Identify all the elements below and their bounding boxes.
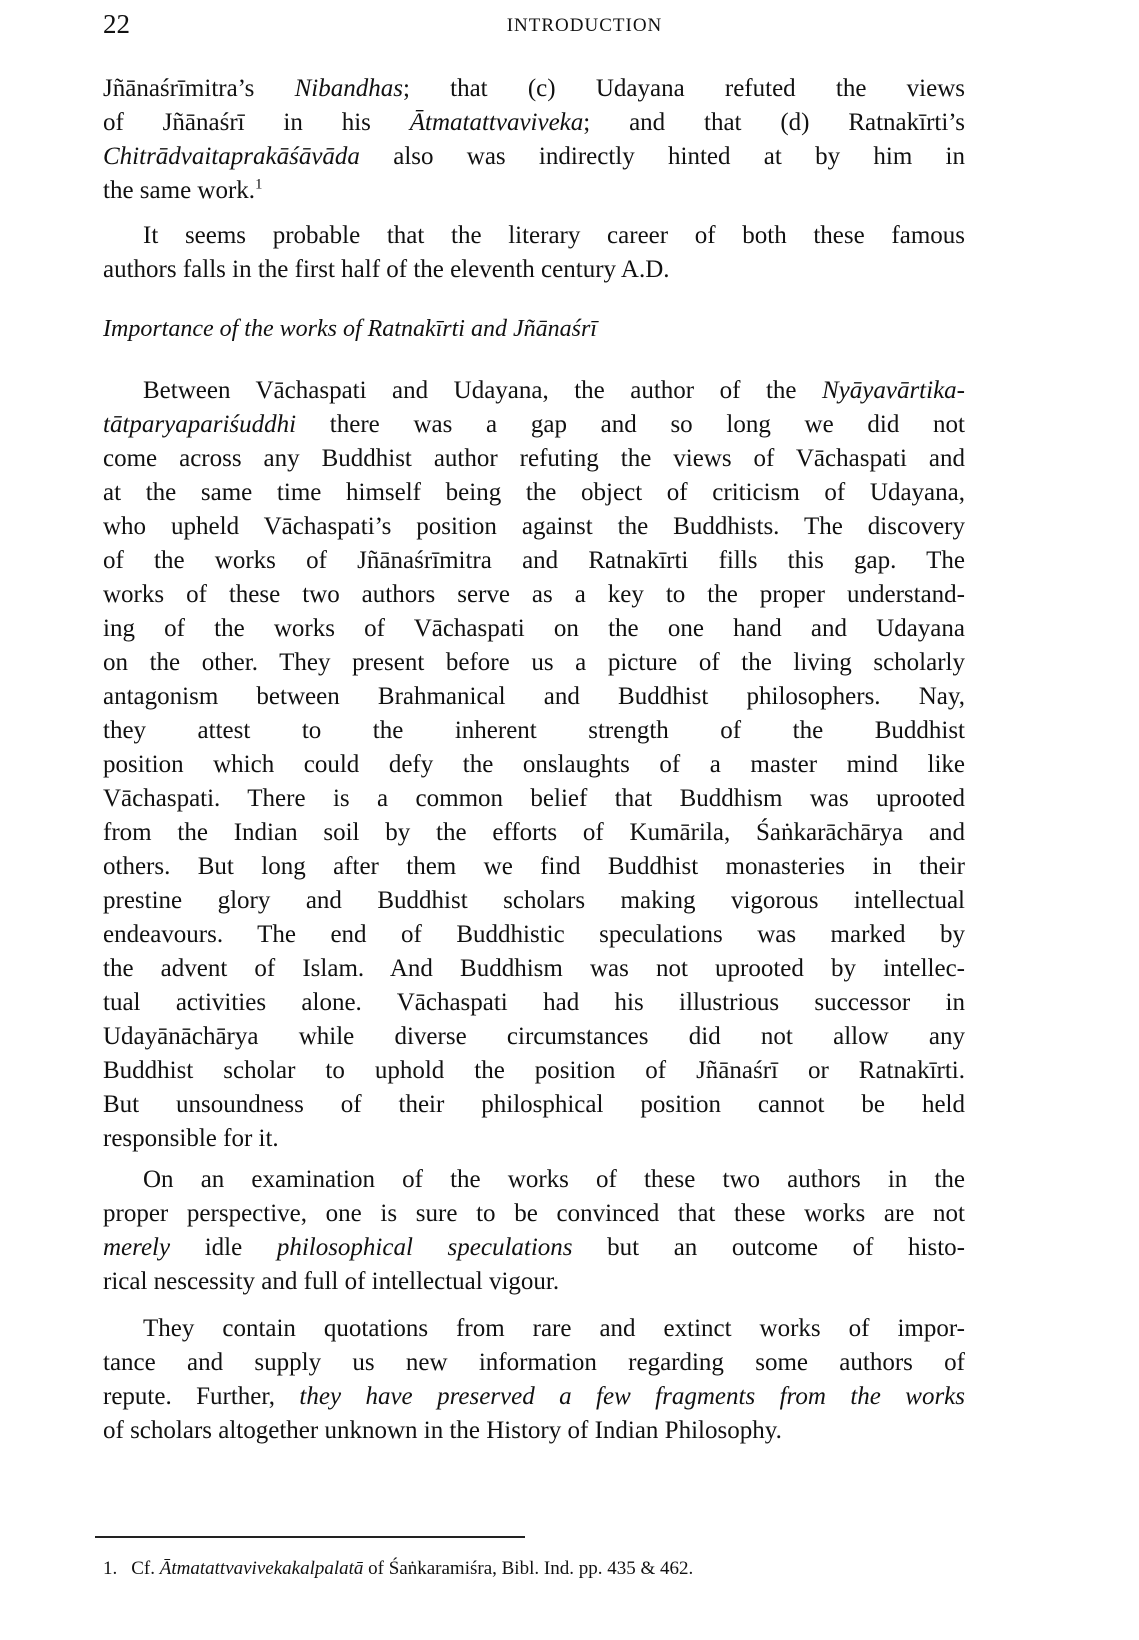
work-title: Ātmatattvavivekakalpalatā [159, 1558, 364, 1579]
text-line: on the other. They present before us a picture of the living scholarly [103, 649, 965, 676]
text-line: merely idle philosophical speculations but an outcome of histo- [103, 1234, 965, 1261]
text-line: at the same time himself being the object of criticism of Udayana, [103, 479, 965, 506]
text-line: They contain quotations from rare and extinct works of impor- [143, 1315, 965, 1342]
work-title: tātparyapariśuddhi [103, 411, 297, 438]
text-line: antagonism between Brahmanical and Buddhist philosophers. Nay, [103, 683, 965, 710]
text-line: come across any Buddhist author refuting the views of Vāchaspati and [103, 445, 965, 472]
text-line: repute. Further, they have preserved a few fragments from the works [103, 1383, 966, 1410]
text-line: proper perspective, one is sure to be convinced that these works are not [103, 1200, 965, 1227]
text-line: prestine glory and Buddhist scholars making vigorous intellectual [103, 887, 965, 914]
text-line: Udayānāchārya while diverse circumstances did not allow any [103, 1023, 965, 1050]
work-title: Nibandhas [294, 75, 403, 102]
text-line: endeavours. The end of Buddhistic speculations was marked by [103, 921, 965, 948]
text-line: Vāchaspati. There is a common belief that Buddhism was uprooted [103, 785, 965, 812]
text-line: On an examination of the works of these two authors in the [143, 1166, 965, 1193]
paragraph-literary-career [103, 219, 965, 287]
paragraph-quotations [103, 1312, 965, 1448]
work-title: Nyāyavārtika- [821, 377, 965, 404]
text-line: they attest to the inherent strength of the Buddhist [103, 717, 965, 744]
paragraph-continuation [103, 72, 965, 208]
text-line: tātparyapariśuddhi there was a gap and so long we did not [103, 411, 965, 438]
running-head: INTRODUCTION [506, 15, 663, 36]
text-line: rical nescessity and full of intellectual vigour. [103, 1268, 560, 1295]
paragraph-examination [103, 1163, 965, 1299]
page-number: 22 [103, 9, 130, 39]
text-line: Buddhist scholar to uphold the position of Jñānaśrī or Ratnakīrti. [103, 1057, 965, 1084]
text-line: authors falls in the first half of the eleventh century A.D. [103, 256, 670, 283]
text-line: of scholars altogether unknown in the History of Indian Philosophy. [103, 1417, 782, 1444]
text-line: tance and supply us new information regarding some authors of [103, 1349, 965, 1376]
section-heading: Importance of the works of Ratnakīrti and Jñānaśrī [103, 316, 597, 342]
text-line: tual activities alone. Vāchaspati had his illustrious successor in [103, 989, 965, 1016]
text-line: works of these two authors serve as a key to the proper understand- [103, 581, 965, 608]
footnote-divider [95, 1536, 525, 1538]
text-line: of Jñānaśrī in his Ātmatattvaviveka; and that (d) Ratnakīrti’s [103, 109, 965, 136]
footnote-reference[interactable]: 1 [255, 176, 263, 193]
text-line: the advent of Islam. And Buddhism was not uprooted by intellec- [103, 955, 965, 982]
text-line: others. But long after them we find Buddhist monasteries in their [103, 853, 965, 880]
work-title: Ātmatattvaviveka [409, 109, 584, 136]
footnote-number: 1. [103, 1558, 118, 1579]
paragraph-importance [103, 374, 965, 1156]
text-line: of the works of Jñānaśrīmitra and Ratnakīrti fills this gap. The [103, 547, 965, 574]
text-line: It seems probable that the literary career of both these famous [143, 222, 965, 249]
text-line: But unsoundness of their philosphical position cannot be held [103, 1091, 965, 1118]
text-line: position which could defy the onslaughts of a master mind like [103, 751, 965, 778]
text-line: from the Indian soil by the efforts of Kumārila, Śaṅkarāchārya and [103, 819, 965, 846]
text-line: Between Vāchaspati and Udayana, the author of the Nyāyavārtika- [143, 377, 965, 404]
footnote: 1. Cf. Ātmatattvavivekakalpalatā of Śaṅkaramiśra, Bibl. Ind. pp. 435 & 462. [103, 1558, 694, 1579]
text-line: who upheld Vāchaspati’s position against the Buddhists. The discovery [103, 513, 965, 540]
text-line: Chitrādvaitaprakāśāvāda also was indirectly hinted at by him in [103, 143, 965, 170]
text-line: Jñānaśrīmitra’s Nibandhas; that (c) Udayana refuted the views [103, 75, 965, 102]
text-line: the same work.$^1$ [103, 176, 263, 204]
text-line: responsible for it. [103, 1125, 279, 1152]
text-line: ing of the works of Vāchaspati on the one hand and Udayana [103, 615, 965, 642]
work-title: Chitrādvaitaprakāśāvāda [103, 143, 360, 170]
